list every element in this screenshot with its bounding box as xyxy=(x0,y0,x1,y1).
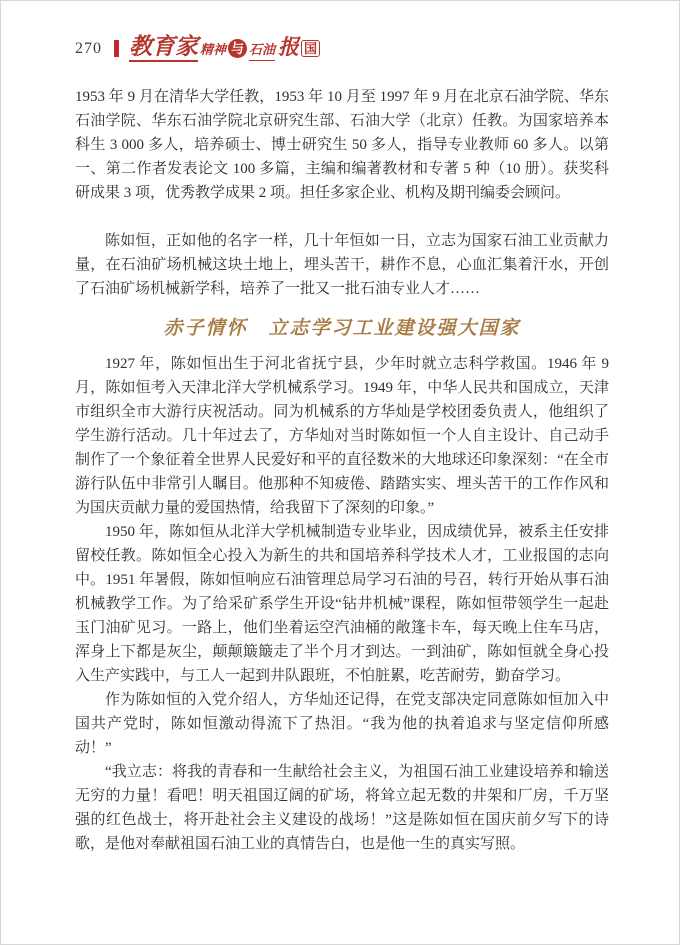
paragraph-graduation-teaching: 1950 年，陈如恒从北洋大学机械制造专业毕业，因成绩优异，被系主任安排留校任教。陈如恒全心投入为新生的共和国培养科学技术人才，工业报国的志向中。1951 年暑假，陈如恒响应石油管理总局学习石油的号召，转行开始从事石油机械教学工作。为了给采矿系学生开设“钻井机械”课程，陈如恒带领学生一起赴玉门油矿见习。一路上，他们坐着运空汽油桶的敞篷卡车，每天晚上住车马店，浑身上下都是灰尘，颠颠簸簸走了半个月才到达。一到油矿，陈如恒就全身心投入生产实践中，与工人一起到井队跟班，不怕脏累，吃苦耐劳，勤奋学习。 xyxy=(75,524,609,684)
paragraph-poem-pledge: “我立志：将我的青春和一生献给社会主义，为祖国石油工业建设培养和输送无穷的力量！看吧！明天祖国辽阔的矿场，将耸立起无数的井架和厂房，千万坚强的红色战士，将开赴社会主义建设的战场！”这是陈如恒在国庆前夕写下的诗歌，是他对奉献祖国石油工业的真情告白，也是他一生的真实写照。 xyxy=(75,764,609,852)
paragraph-early-life: 1927 年，陈如恒出生于河北省抚宁县，少年时就立志科学救国。1946 年 9 月，陈如恒考入天津北洋大学机械系学习。1949 年，中华人民共和国成立，天津市组织全市大游行庆祝活动。同为机械系的方华灿是学校团委负责人，他组织了学生游行活动。几十年过去了，方华灿对当时陈如恒一个人自主设计、自己动手制作了一个象征着全世界人民爱好和平的直径数米的大地球还印象深刻：“在全市游行队伍中非常引人瞩目。他那种不知疲倦、踏踏实实、埋头苦干的工作作风和为国庆贡献力量的爱国热情，给我留下了深刻的印象。” xyxy=(75,356,609,516)
paragraph-bio-continuation: 1953 年 9 月在清华大学任教，1953 年 10 月至 1997 年 9 月在北京石油学院、华东石油学院、华东石油学院北京研究生部、石油大学（北京）任教。为国家培养本科生 3 000 多人，培养硕士、博士研究生 50 多人，指导专业教师 60 多人。以第一、第二作者发表论文 100 多篇，主编和编著教材和专著 5 种（10 册）。获奖科研成果 3 项，优秀教学成果 2 项。担任多家企业、机构及期刊编委会顾问。 xyxy=(75,89,609,201)
page-content xyxy=(75,85,609,856)
logo-text-jingshen: 精神 xyxy=(200,42,227,57)
page-header xyxy=(75,35,320,62)
logo-text-shiyou: 石油 xyxy=(249,39,275,61)
section-heading: 赤子情怀 立志学习工业建设强大国家 xyxy=(163,317,521,339)
logo-yu-seal-icon: 与 xyxy=(228,39,247,58)
book-title-logo xyxy=(129,35,320,62)
page-number: 270 xyxy=(75,39,102,57)
paragraph-intro: 陈如恒，正如他的名字一样，几十年恒如一日，立志为国家石油工业贡献力量，在石油矿场机械这块土地上，埋头苦干，耕作不息，心血汇集着汗水，开创了石油矿场机械新学科，培养了一批又一批石油专业人才…… xyxy=(75,233,609,297)
header-divider-bar xyxy=(114,40,119,57)
paragraph-party-joining: 作为陈如恒的入党介绍人，方华灿还记得，在党支部决定同意陈如恒加入中国共产党时，陈如恒激动得流下了热泪。“我为他的执着追求与坚定信仰所感动！” xyxy=(75,692,609,756)
logo-text-bao: 报 xyxy=(278,35,300,59)
logo-text-guo: 国 xyxy=(301,40,320,57)
logo-text-jiaoyujia: 教育家 xyxy=(129,35,198,62)
